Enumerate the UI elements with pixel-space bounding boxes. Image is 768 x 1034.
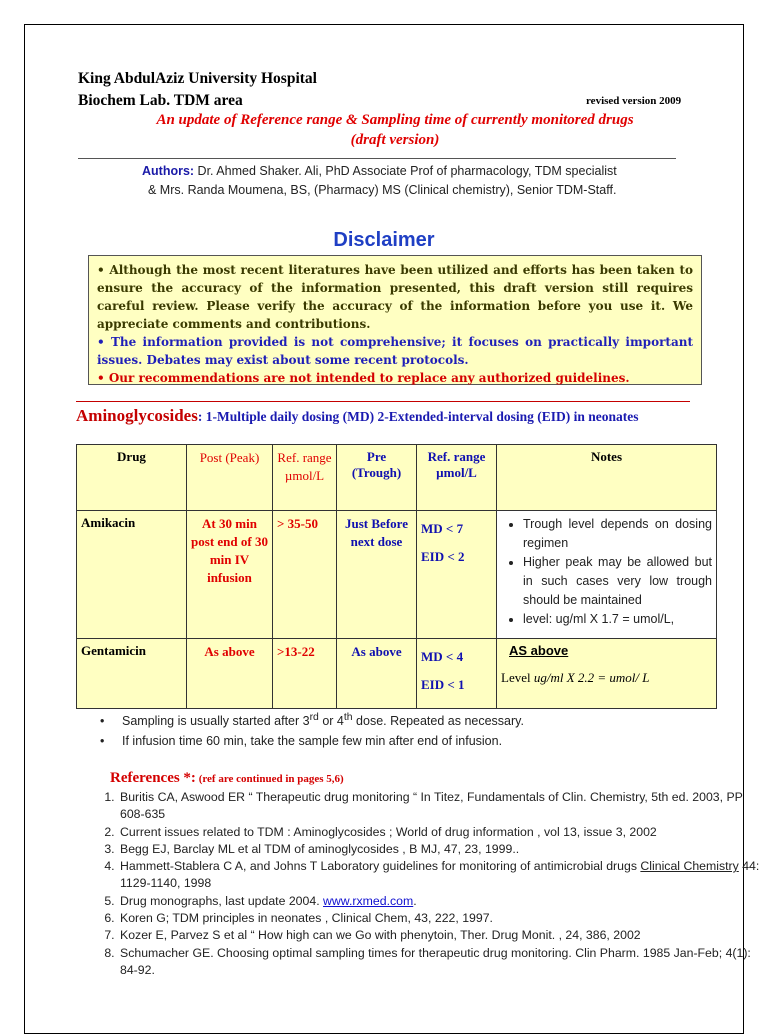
- amikacin-notes: [497, 511, 717, 639]
- gentamicin-pre: As above: [337, 639, 417, 709]
- section-rule: [76, 401, 690, 402]
- gentamicin-notes-level: [501, 670, 712, 686]
- disclaimer-item-2: • The information provided is not comprehensive; it focuses on practically important issues. Debates may exist about some recent protocols.: [97, 335, 693, 367]
- hospital-name: King AbdulAziz University Hospital: [78, 70, 317, 87]
- header-pre-trough: Pre (Trough): [337, 445, 417, 511]
- reference-item: 6. Koren G; TDM principles in neonates , Clinical Chem, 43, 222, 1997.: [118, 910, 768, 927]
- header-ref-range-2: Ref. range µmol/L: [417, 445, 497, 511]
- disclaimer-item-1: • Although the most recent literatures have been utilized and efforts has been taken to ensure the accuracy of the information presented, this draft version still requires careful review. Please verify the accuracy of the information before you use it. We appreciate comments and contributions.: [97, 263, 693, 331]
- gentamicin-notes-title: AS above: [509, 643, 569, 658]
- header-rule: [78, 158, 676, 159]
- author-1: Dr. Ahmed Shaker. Ali, PhD Associate Prof of pharmacology, TDM specialist: [194, 164, 617, 178]
- amikacin-md: MD < 7: [421, 521, 464, 536]
- amikacin-ref-range: [417, 511, 497, 639]
- sampling-note-2: • If infusion time 60 min, take the sample few min after end of infusion.: [100, 734, 503, 748]
- table-row: [77, 639, 717, 709]
- table-header-row: [77, 445, 717, 511]
- header-notes: Notes: [497, 445, 717, 511]
- disclaimer-title: Disclaimer: [333, 229, 435, 251]
- aminoglycosides-heading: [76, 406, 639, 426]
- gentamicin-md: MD < 4: [421, 649, 464, 664]
- drug-name-gentamicin: Gentamicin: [77, 639, 187, 709]
- gentamicin-ref-range: [417, 639, 497, 709]
- gentamicin-notes: [497, 639, 717, 709]
- gentamicin-level-formula: ug/ml X 2.2 = umol/ L: [533, 670, 650, 685]
- references-title: [110, 770, 344, 787]
- header-ref-range: Ref. range µmol/L: [273, 445, 337, 511]
- reference-item: 4. Hammett-Stablera C A, and Johns T Laboratory guidelines for monitoring of antimicrobial drugs Clinical Chemistry 44: 1129-1140, 1998: [118, 858, 768, 893]
- amikacin-note-2: • Higher peak may be allowed but in such cases very low trough should be maintained: [523, 553, 712, 610]
- aminoglycosides-subtitle: : 1-Multiple daily dosing (MD) 2-Extended-interval dosing (EID) in neonates: [197, 409, 639, 424]
- lab-name: Biochem Lab. TDM area: [78, 92, 243, 109]
- drug-name-amikacin: Amikacin: [77, 511, 187, 639]
- header-post-peak: Post (Peak): [187, 445, 273, 511]
- rxmed-link[interactable]: www.rxmed.com: [323, 893, 414, 908]
- table-row: [77, 511, 717, 639]
- disclaimer-item-3: • Our recommendations are not intended to replace any authorized guidelines.: [97, 371, 630, 385]
- gentamicin-post: As above: [187, 639, 273, 709]
- authors-label: Authors:: [142, 164, 195, 178]
- author-2: & Mrs. Randa Moumena, BS, (Pharmacy) MS (Clinical chemistry), Senior TDM-Staff.: [148, 183, 617, 197]
- reference-item: 7. Kozer E, Parvez S et al “ How high can we Go with phenytoin, Ther. Drug Monit. , 24, 386, 2002: [118, 927, 768, 944]
- reference-item: 2. Current issues related to TDM : Aminoglycosides ; World of drug information , vol 13, issue 3, 2002: [118, 824, 768, 841]
- amikacin-ref: > 35-50: [273, 511, 337, 639]
- document-subtitle: (draft version): [350, 132, 440, 148]
- reference-item: 8. Schumacher GE. Choosing optimal sampling times for therapeutic drug monitoring. Clin Pharm. 1985 Jan-Feb; 4(1): 84-92.: [118, 945, 768, 980]
- reference-item: 3. Begg EJ, Barclay ML et al TDM of aminoglycosides , B MJ, 47, 23, 1999..: [118, 841, 768, 858]
- reference-item: 1. Buritis CA, Aswood ER “ Therapeutic drug monitoring “ In Titez, Fundamentals of Clin. Chemistry, 5th ed. 2003, PP 608-635: [118, 789, 768, 824]
- amikacin-pre: Just Before next dose: [337, 511, 417, 639]
- amikacin-note-1: • Trough level depends on dosing regimen: [523, 515, 712, 553]
- drug-table: [76, 444, 717, 709]
- gentamicin-level-label: Level: [501, 670, 534, 685]
- amikacin-eid: EID < 2: [421, 549, 465, 564]
- amikacin-note-3: • level: ug/ml X 1.7 = umol/L,: [523, 610, 712, 629]
- reference-item: 5. Drug monographs, last update 2004. www.rxmed.com.: [118, 893, 768, 910]
- amikacin-post: At 30 min post end of 30 min IV infusion: [187, 511, 273, 639]
- sampling-note-1: • Sampling is usually started after 3rd or 4th dose. Repeated as necessary.: [100, 712, 524, 729]
- references-list: [78, 789, 768, 979]
- revised-version: revised version 2009: [586, 95, 682, 107]
- aminoglycosides-title: Aminoglycosides: [76, 406, 198, 425]
- header-drug: Drug: [77, 445, 187, 511]
- disclaimer-box: [88, 255, 702, 385]
- gentamicin-eid: EID < 1: [421, 677, 465, 692]
- references-note: (ref are continued in pages 5,6): [195, 773, 344, 785]
- journal-name: Clinical Chemistry: [640, 859, 739, 874]
- authors-line-1: [142, 164, 617, 178]
- document-title: An update of Reference range & Sampling time of currently monitored drugs: [156, 112, 634, 128]
- gentamicin-ref: >13-22: [273, 639, 337, 709]
- references-heading: References *:: [110, 770, 196, 786]
